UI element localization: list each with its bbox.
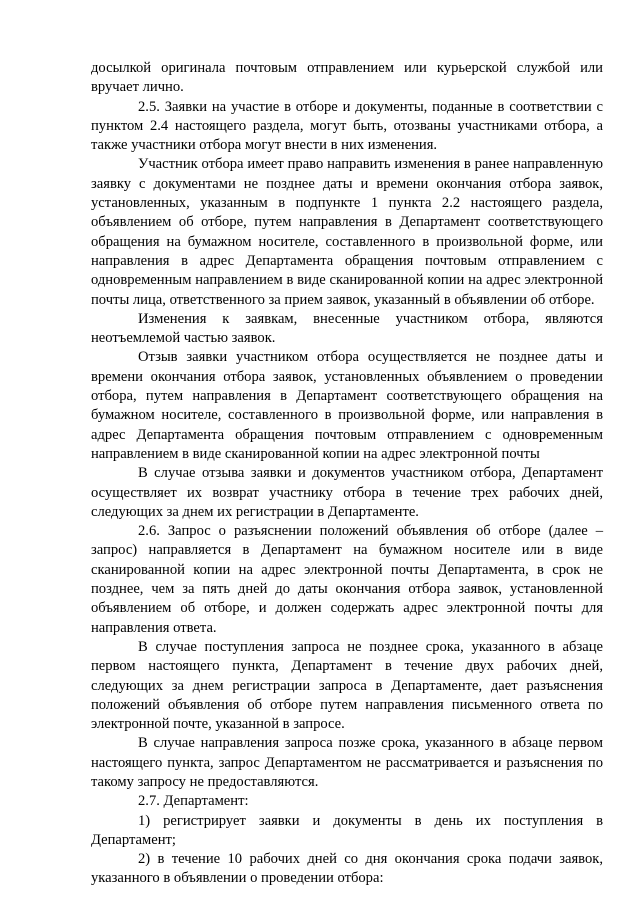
paragraph-item-2: 2) в течение 10 рабочих дней со дня окончания срока подачи заявок, указанного в объявлении о проведении отбора: [91, 851, 603, 887]
document-body [91, 59, 603, 889]
paragraph-request-timely: В случае поступления запроса не позднее срока, указанного в абзаце первом настоящего пункта, Департамент в течение двух рабочих дней, следующих за днем регистрации запроса в Департаменте, дает разъяснения положений объявления об отборе путем направления письменного ответа по электронной почте, указанной в запросе. [91, 638, 603, 733]
paragraph-withdrawal-return: В случае отзыва заявки и документов участником отбора, Департамент осуществляет их возврат участнику отбора в течение трех рабочих дней, следующих за днем их регистрации в Департаменте. [91, 465, 603, 520]
paragraph-continuation: досылкой оригинала почтовым отправлением или курьерской службой или вручает лично. [91, 60, 603, 96]
paragraph-2-6: 2.6. Запрос о разъяснении положений объявления об отборе (далее – запрос) направляется в Департамент на бумажном носителе или в виде сканированной копии на адрес электронной почты Департамента, в срок не позднее, чем за пять дней до даты окончания отбора заявок, установленной объявлением об отборе, и должен содержать адрес электронной почты для направления ответа. [91, 523, 603, 636]
paragraph-item-1: 1) регистрирует заявки и документы в день их поступления в Департамент; [91, 812, 603, 848]
paragraph-withdrawal: Отзыв заявки участником отбора осуществляется не позднее даты и времени окончания отбора заявок, установленных объявлением о проведении отбора, путем направления в Департамент соответствующего обращения на бумажном носителе, составленного в произвольной форме, или направления в адрес Департамента обращения почтовым отправлением с одновременным направлением в виде сканированной копии на адрес электронной почты [91, 349, 603, 462]
paragraph-changes-integral: Изменения к заявкам, внесенные участником отбора, являются неотъемлемой частью заявок. [91, 310, 603, 347]
paragraph-request-late: В случае направления запроса позже срока, указанного в абзаце первом настоящего пункта, запрос Департаментом не рассматривается и разъяснения по такому запросу не предоставляются. [91, 735, 603, 790]
paragraph-2-7: 2.7. Департамент: [138, 793, 249, 810]
paragraph-changes-right: Участник отбора имеет право направить изменения в ранее направленную заявку с документами не позднее даты и времени окончания отбора заявок, установленных, указанным в подпункте 1 пункта 2.2 настоящего раздела, объявлением об отборе, путем направления в Департамент соответствующего обращения на бумажном носителе, составленного в произвольной форме, или направления в адрес Департамента обращения почтовым отправлением с одновременным направлением в виде сканированной копии на адрес электронной почты лица, ответственного за прием заявок, указанный в объявлении об отборе. [91, 156, 603, 308]
paragraph-2-5: 2.5. Заявки на участие в отборе и документы, поданные в соответствии с пунктом 2.4 настоящего раздела, могут быть, отозваны участниками отбора, а также участники отбора могут внести в них изменения. [91, 98, 603, 154]
